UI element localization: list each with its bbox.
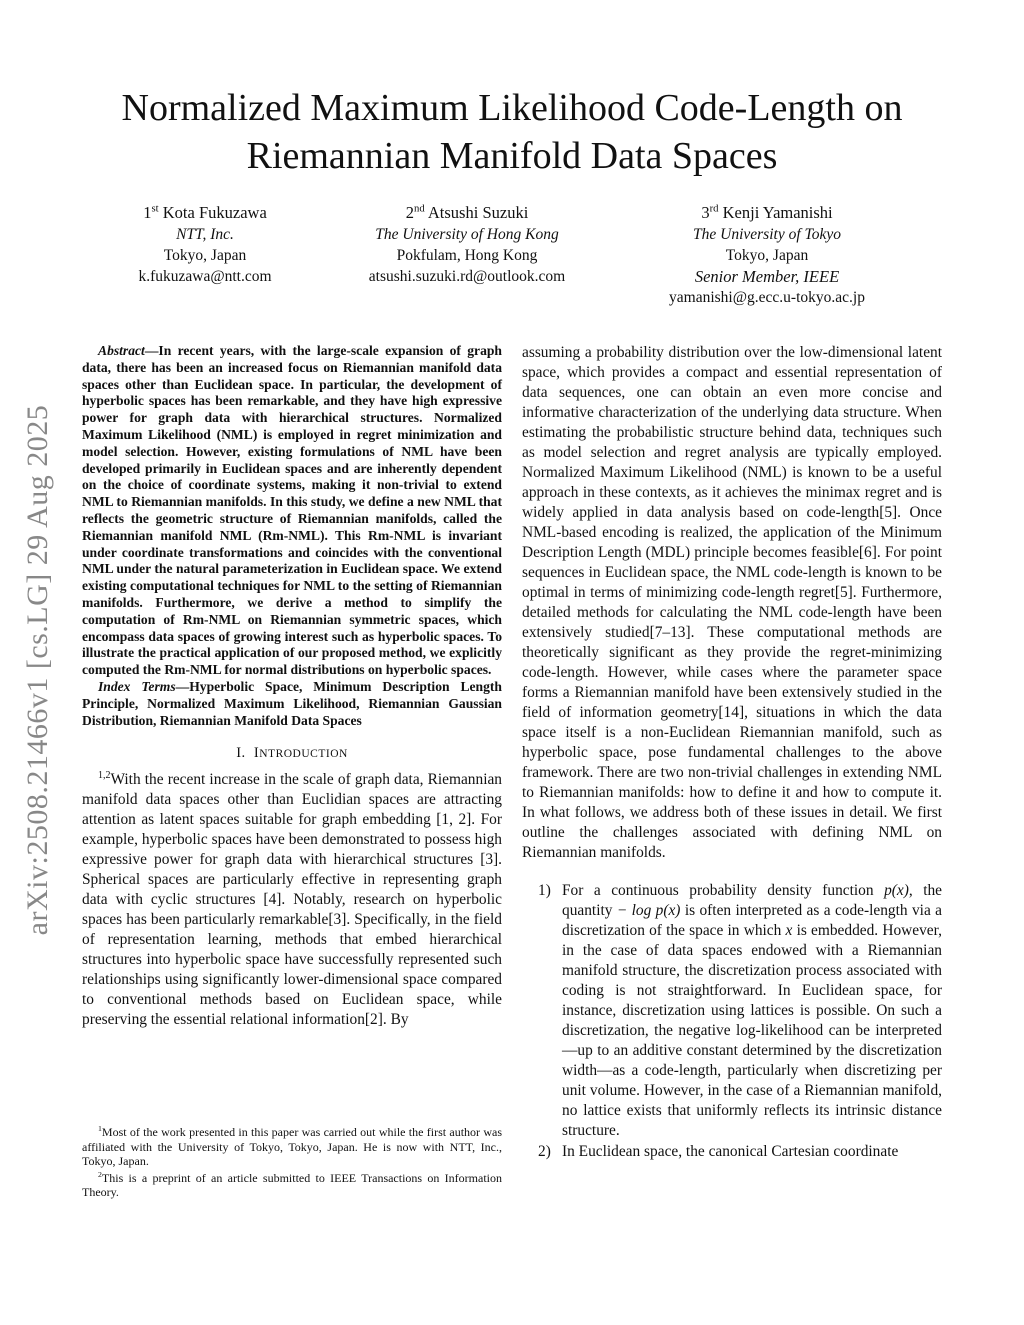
author-1-ordinal-sup: st bbox=[151, 202, 159, 215]
author-2-location: Pokfulam, Hong Kong bbox=[396, 247, 538, 264]
abstract-text: —In recent years, with the large-scale expansion of graph data, there has been an increased focus on Riemannian manifold data spaces other than Euclidean space. In particular, the development of hyperbolic spaces has been remarkable, and they have high expressive power for graph data with hierarchical structures. Normalized Maximum Likelihood (NML) is employed in regret minimization and model selection. However, existing formulations of NML have been developed primarily in Euclidean spaces and are inherently dependent on the choice of coordinate systems, making it non-trivial to extend NML to Riemannian manifolds. In this study, we define a new NML that reflects the geometric structure of Riemannian manifolds, called the Riemannian manifold NML (Rm-NML). This Rm-NML is invariant under coordinate transformations and coincides with the conventional NML under the natural parameterization in Euclidean space. We extend existing computational techniques for NML to the setting of Riemannian manifolds. Furthermore, we derive a method to simplify the computation of Rm-NML on Riemannian symmetric spaces, which encompass data spaces of growing interest such as hyperbolic spaces. To illustrate the practical application of our proposed method, we explicitly computed the Rm-NML for normal distributions on hyperbolic spaces. bbox=[82, 343, 502, 678]
author-3-affiliation: The University of Tokyo bbox=[693, 226, 841, 243]
list-item-1-math-2: − log p(x) bbox=[616, 902, 681, 919]
author-2-ordinal: 2 bbox=[405, 203, 414, 222]
footnotes bbox=[82, 1125, 502, 1202]
index-terms-text: —Hyperbolic Space, Minimum Description Length Principle, Normalized Maximum Likelihood, Riemannian Gaussian Distribution, Riemannian Manifold Data Spaces bbox=[82, 678, 502, 728]
challenge-list bbox=[522, 881, 942, 1162]
abstract bbox=[82, 343, 502, 729]
author-3-location: Tokyo, Japan bbox=[725, 247, 809, 264]
footnote-2-mark: 2 bbox=[98, 1169, 102, 1179]
author-2-name: Atsushi Suzuki bbox=[427, 203, 529, 222]
author-3-membership: Senior Member, IEEE bbox=[694, 267, 840, 286]
author-1-ordinal: 1 bbox=[143, 203, 152, 222]
list-item-2-number: 2) bbox=[538, 1143, 551, 1160]
intro-footnote-mark: 1,2 bbox=[98, 770, 111, 782]
author-1-email: k.fukuzawa@ntt.com bbox=[138, 268, 272, 285]
author-3-name: Kenji Yamanishi bbox=[722, 203, 833, 222]
list-item bbox=[522, 1142, 942, 1162]
list-item-1-text-d: is embedded. However, in the case of data spaces endowed with a Riemannian manifold structure, the discretization process associated with coding is not straightforward. In Euclidean space, for instance, discretization using lattices is possible. On such a discretization, the negative log-likelihood can be interpreted—up to an additive constant determined by the discretization width—as a code-length, particularly when discretizing per unit volume. However, in the case of a Riemannian manifold, no lattice exists that uniformly reflects its intrinsic distance structure. bbox=[562, 922, 942, 1139]
section-heading bbox=[82, 745, 502, 762]
list-item-1-text-c: is often interpreted as a code-length via a discretization of the space in which bbox=[562, 902, 942, 939]
section-title-initial: I bbox=[253, 745, 260, 762]
section-number: I. bbox=[236, 745, 246, 762]
abstract-label: Abstract bbox=[98, 343, 145, 358]
title-line-1: Normalized Maximum Likelihood Code-Length on bbox=[121, 87, 903, 129]
list-item-1-text-b: , the quantity bbox=[562, 882, 942, 919]
footnote-2-text: This is a preprint of an article submitted to IEEE Transactions on Information Theory. bbox=[82, 1170, 502, 1199]
author-1-affiliation: NTT, Inc. bbox=[176, 226, 234, 243]
intro-text: With the recent increase in the scale of graph data, Riemannian manifold data spaces other than Euclidian spaces are attracting attention as latent spaces suitable for graph embedding [1, 2]. For example, hyperbolic spaces have been demonstrated to possess high expressive power for graph data with hierarchical structures [3]. Spherical spaces are particularly effective in representing graph data with cyclic structures [4]. Notably, research on hyperbolic spaces has been particularly remarkable[3]. Specifically, in the field of representation learning, methods that embed hierarchical structures into hyperbolic space have successfully represented such relationships using significantly lower-dimensional space compared to conventional methods based on Euclidean space, while preserving the essential relational information[2]. By bbox=[82, 771, 502, 1029]
section-title-rest: NTRODUCTION bbox=[259, 748, 348, 761]
list-item-1-math-3: x bbox=[785, 922, 793, 939]
list-item-1-text-a: For a continuous probability density function bbox=[562, 882, 885, 899]
list-item-1-number: 1) bbox=[538, 882, 551, 899]
author-2-ordinal-sup: nd bbox=[413, 202, 425, 215]
author-3-ordinal: 3 bbox=[701, 203, 710, 222]
footnote-1-text: Most of the work presented in this paper was carried out while the first author was affiliated with the University of Tokyo, Tokyo, Japan. He is now with NTT, Inc., Tokyo, Japan. bbox=[82, 1125, 502, 1168]
footnote-1 bbox=[82, 1125, 502, 1169]
author-2-affiliation: The University of Hong Kong bbox=[375, 226, 559, 243]
left-column bbox=[82, 343, 502, 1030]
index-terms-label: Index Terms bbox=[98, 678, 176, 694]
author-3 bbox=[622, 202, 912, 308]
right-column bbox=[522, 343, 942, 1163]
footnote-2 bbox=[82, 1171, 502, 1200]
list-item-1-math-1: p(x) bbox=[884, 882, 909, 899]
author-1 bbox=[60, 202, 350, 287]
author-3-ordinal-sup: rd bbox=[709, 202, 719, 215]
list-item bbox=[522, 881, 942, 1141]
footnote-1-mark: 1 bbox=[98, 1124, 102, 1133]
arxiv-watermark bbox=[10, 370, 66, 970]
author-1-location: Tokyo, Japan bbox=[163, 247, 247, 264]
arxiv-id: arXiv:2508.21466v1 [cs.LG] 29 Aug 2025 bbox=[21, 404, 54, 936]
author-2 bbox=[322, 202, 612, 287]
author-1-name: Kota Fukuzawa bbox=[162, 203, 267, 222]
paper-title bbox=[60, 84, 964, 180]
list-item-2-text: In Euclidean space, the canonical Cartesian coordinate bbox=[562, 1143, 899, 1160]
author-2-email: atsushi.suzuki.rd@outlook.com bbox=[368, 268, 566, 285]
author-3-email: yamanishi@g.ecc.u-tokyo.ac.jp bbox=[669, 289, 865, 306]
title-line-2: Riemannian Manifold Data Spaces bbox=[246, 135, 778, 177]
right-paragraph: assuming a probability distribution over the low-dimensional latent space, which provides a compact and essential representation of data sequences, one can obtain an even more concise and informative characterization of the underlying data structure. When estimating the probabilistic structure behind data, techniques such as model selection and regret analysis are typically employed. Normalized Maximum Likelihood (NML) is known to be a useful approach in these contexts, as it achieves the minimax regret and is widely applied in data analysis based on code-length[5]. Once NML-based encoding is realized, the application of the Minimum Description Length (MDL) principle becomes feasible[6]. For point sequences in Euclidean space, the NML code-length is known to be optimal in terms of minimizing code-length regret[5]. Furthermore, detailed methods for calculating the NML code-length have been extensively studied[7–13]. These computational methods are theoretically significant as they provide the regret-minimizing code-length. However, while cases where the parameter space forms a Riemannian manifold have been extensively studied in the field of information geometry[14], situations in which the data space itself is a non-Euclidean Riemannian manifold, such as hyperbolic space, pose fundamental challenges to the above framework. There are two non-trivial challenges in extending NML to Riemannian manifolds: how to define it and how to compute it. In what follows, we address both of these issues in detail. We first outline the challenges associated with defining NML on Riemannian manifolds. bbox=[522, 344, 942, 861]
intro-paragraph bbox=[82, 770, 502, 1030]
